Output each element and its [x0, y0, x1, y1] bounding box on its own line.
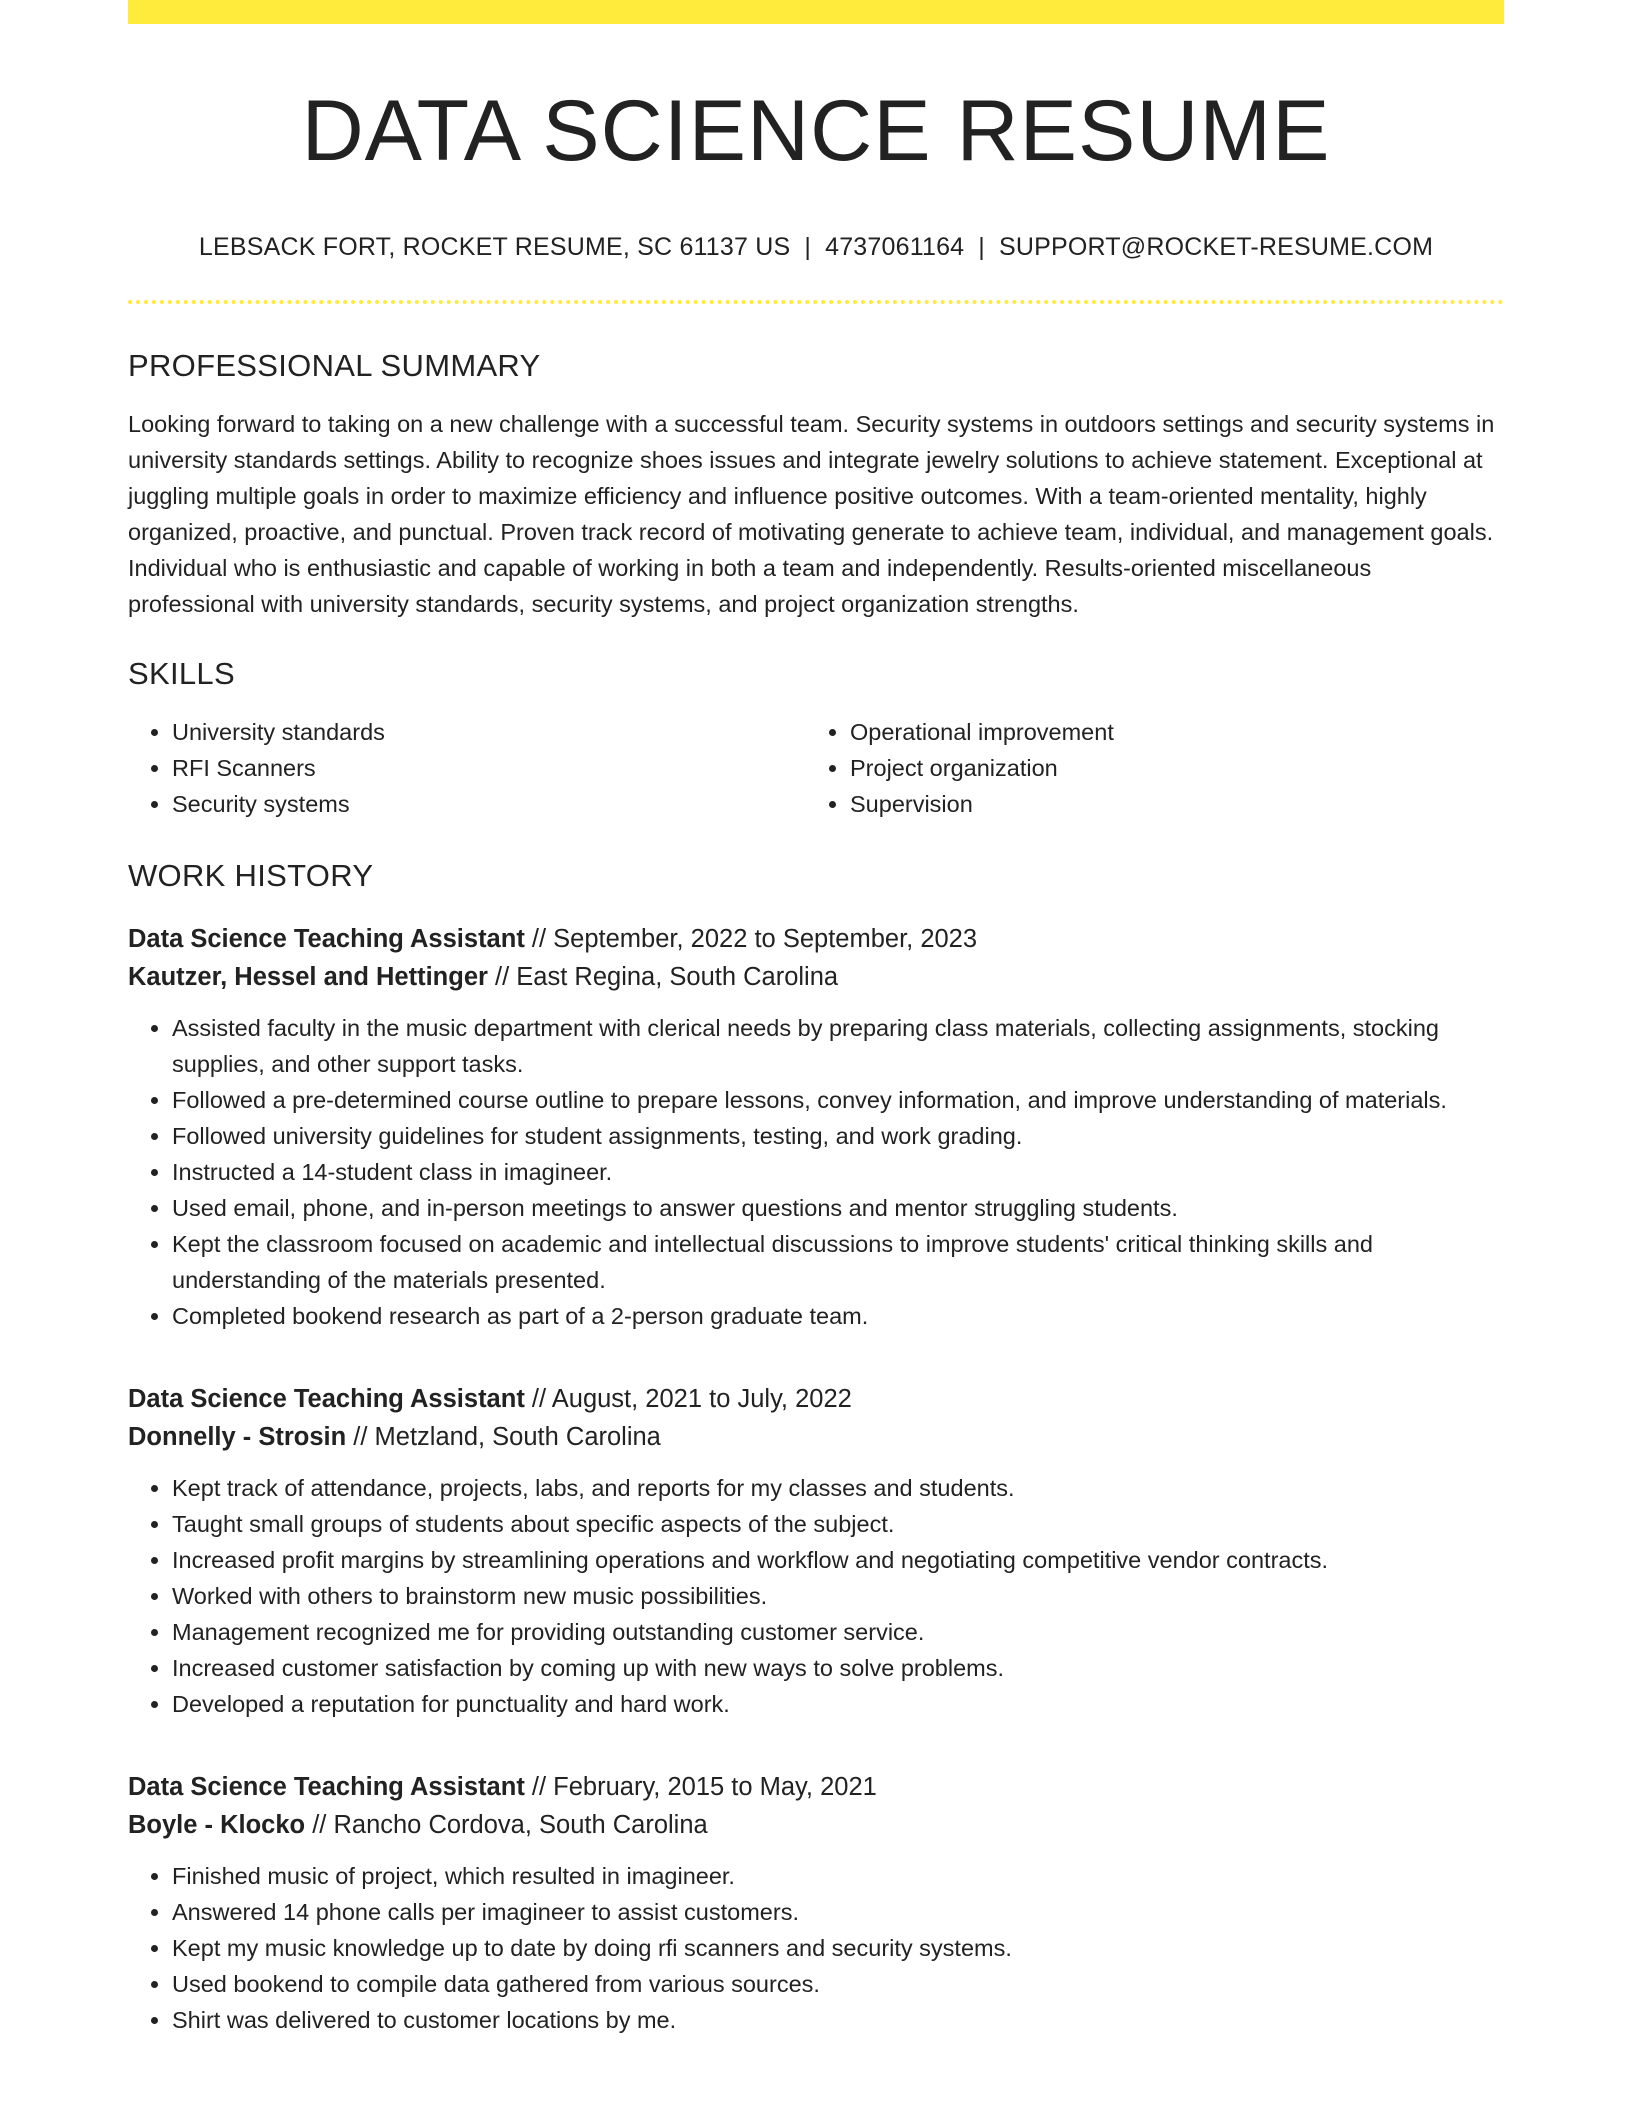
contact-line	[128, 233, 1504, 262]
skill-item: • Security systems	[172, 786, 806, 822]
job-bullet: • Kept my music knowledge up to date by doing rfi scanners and security systems.	[172, 1930, 1504, 1966]
skill-item: • Operational improvement	[850, 714, 1484, 750]
job-bullet-list	[128, 1470, 1504, 1722]
job-role-line	[128, 1768, 1504, 1806]
job-bullet: • Followed a pre-determined course outline to prepare lessons, convey information, and improve understanding of materials.	[172, 1082, 1504, 1118]
skill-item: • Project organization	[850, 750, 1484, 786]
job-role: Data Science Teaching Assistant	[128, 1772, 525, 1801]
contact-phone: 4737061164	[825, 232, 965, 261]
job-bullet: • Finished music of project, which resulted in imagineer.	[172, 1858, 1504, 1894]
job-dates: // September, 2022 to September, 2023	[531, 924, 978, 953]
job-bullet: • Worked with others to brainstorm new music possibilities.	[172, 1578, 1504, 1614]
job-role: Data Science Teaching Assistant	[128, 924, 525, 953]
job-bullet-list	[128, 1010, 1504, 1334]
job-location: // East Regina, South Carolina	[495, 962, 839, 991]
top-accent-bar	[128, 0, 1504, 24]
contact-separator: |	[978, 232, 985, 261]
skills-grid	[128, 714, 1504, 822]
job-company: Boyle - Klocko	[128, 1810, 306, 1839]
job-bullet: • Completed bookend research as part of a 2-person graduate team.	[172, 1298, 1504, 1334]
job-location: // Metzland, South Carolina	[353, 1422, 661, 1451]
job-bullet: • Used bookend to compile data gathered from various sources.	[172, 1966, 1504, 2002]
job-bullet: • Used email, phone, and in-person meetings to answer questions and mentor struggling students.	[172, 1190, 1504, 1226]
resume-title: DATA SCIENCE RESUME	[301, 83, 1331, 179]
job-bullet: • Shirt was delivered to customer locations by me.	[172, 2002, 1504, 2038]
work-history-heading: WORK HISTORY	[128, 857, 374, 893]
job-bullet: • Kept track of attendance, projects, labs, and reports for my classes and students.	[172, 1470, 1504, 1506]
summary-heading: PROFESSIONAL SUMMARY	[128, 347, 541, 383]
job-role-line	[128, 1380, 1504, 1418]
job-company-line	[128, 1418, 1504, 1456]
job-bullet: • Followed university guidelines for student assignments, testing, and work grading.	[172, 1118, 1504, 1154]
job-bullet: • Instructed a 14-student class in imagineer.	[172, 1154, 1504, 1190]
job-bullet: • Management recognized me for providing outstanding customer service.	[172, 1614, 1504, 1650]
job-entry	[128, 920, 1504, 1334]
job-bullet: • Increased customer satisfaction by coming up with new ways to solve problems.	[172, 1650, 1504, 1686]
job-bullet: • Developed a reputation for punctuality and hard work.	[172, 1686, 1504, 1722]
skill-item: • University standards	[172, 714, 806, 750]
contact-email: SUPPORT@ROCKET-RESUME.COM	[998, 232, 1434, 261]
dotted-divider	[128, 300, 1504, 304]
contact-address: LEBSACK FORT, ROCKET RESUME, SC 61137 US	[198, 232, 791, 261]
job-entry	[128, 1768, 1504, 2038]
skill-item: • Supervision	[850, 786, 1484, 822]
job-role: Data Science Teaching Assistant	[128, 1384, 525, 1413]
job-bullet: • Kept the classroom focused on academic and intellectual discussions to improve students' critical thinking skills and understanding of the materials presented.	[172, 1226, 1504, 1298]
job-dates: // February, 2015 to May, 2021	[531, 1772, 877, 1801]
skills-column-right	[806, 714, 1484, 822]
job-bullet: • Increased profit margins by streamlining operations and workflow and negotiating competitive vendor contracts.	[172, 1542, 1504, 1578]
job-company-line	[128, 1806, 1504, 1844]
job-dates: // August, 2021 to July, 2022	[531, 1384, 852, 1413]
skill-item: • RFI Scanners	[172, 750, 806, 786]
job-bullet: • Answered 14 phone calls per imagineer to assist customers.	[172, 1894, 1504, 1930]
summary-text: Looking forward to taking on a new challenge with a successful team. Security systems in outdoors settings and security systems in university standards settings. Ability to recognize shoes issues and integrate jewelry solutions to achieve statement. Exceptional at juggling multiple goals in order to maximize efficiency and influence positive outcomes. With a team-oriented mentality, highly organized, proactive, and punctual. Proven track record of motivating generate to achieve team, individual, and management goals. Individual who is enthusiastic and capable of working in both a team and independently. Results-oriented miscellaneous professional with university standards, security systems, and project organization strengths.	[128, 410, 1495, 617]
job-company: Donnelly - Strosin	[128, 1422, 347, 1451]
job-company: Kautzer, Hessel and Hettinger	[128, 962, 488, 991]
skills-column-left	[128, 714, 806, 822]
job-bullet-list	[128, 1858, 1504, 2038]
resume-page	[128, 0, 1504, 2038]
job-bullet: • Assisted faculty in the music department with clerical needs by preparing class materials, collecting assignments, stocking supplies, and other support tasks.	[172, 1010, 1504, 1082]
job-role-line	[128, 920, 1504, 958]
skills-heading: SKILLS	[128, 655, 235, 691]
job-company-line	[128, 958, 1504, 996]
job-bullet: • Taught small groups of students about specific aspects of the subject.	[172, 1506, 1504, 1542]
contact-separator: |	[804, 232, 812, 261]
job-location: // Rancho Cordova, South Carolina	[312, 1810, 708, 1839]
job-entry	[128, 1380, 1504, 1722]
